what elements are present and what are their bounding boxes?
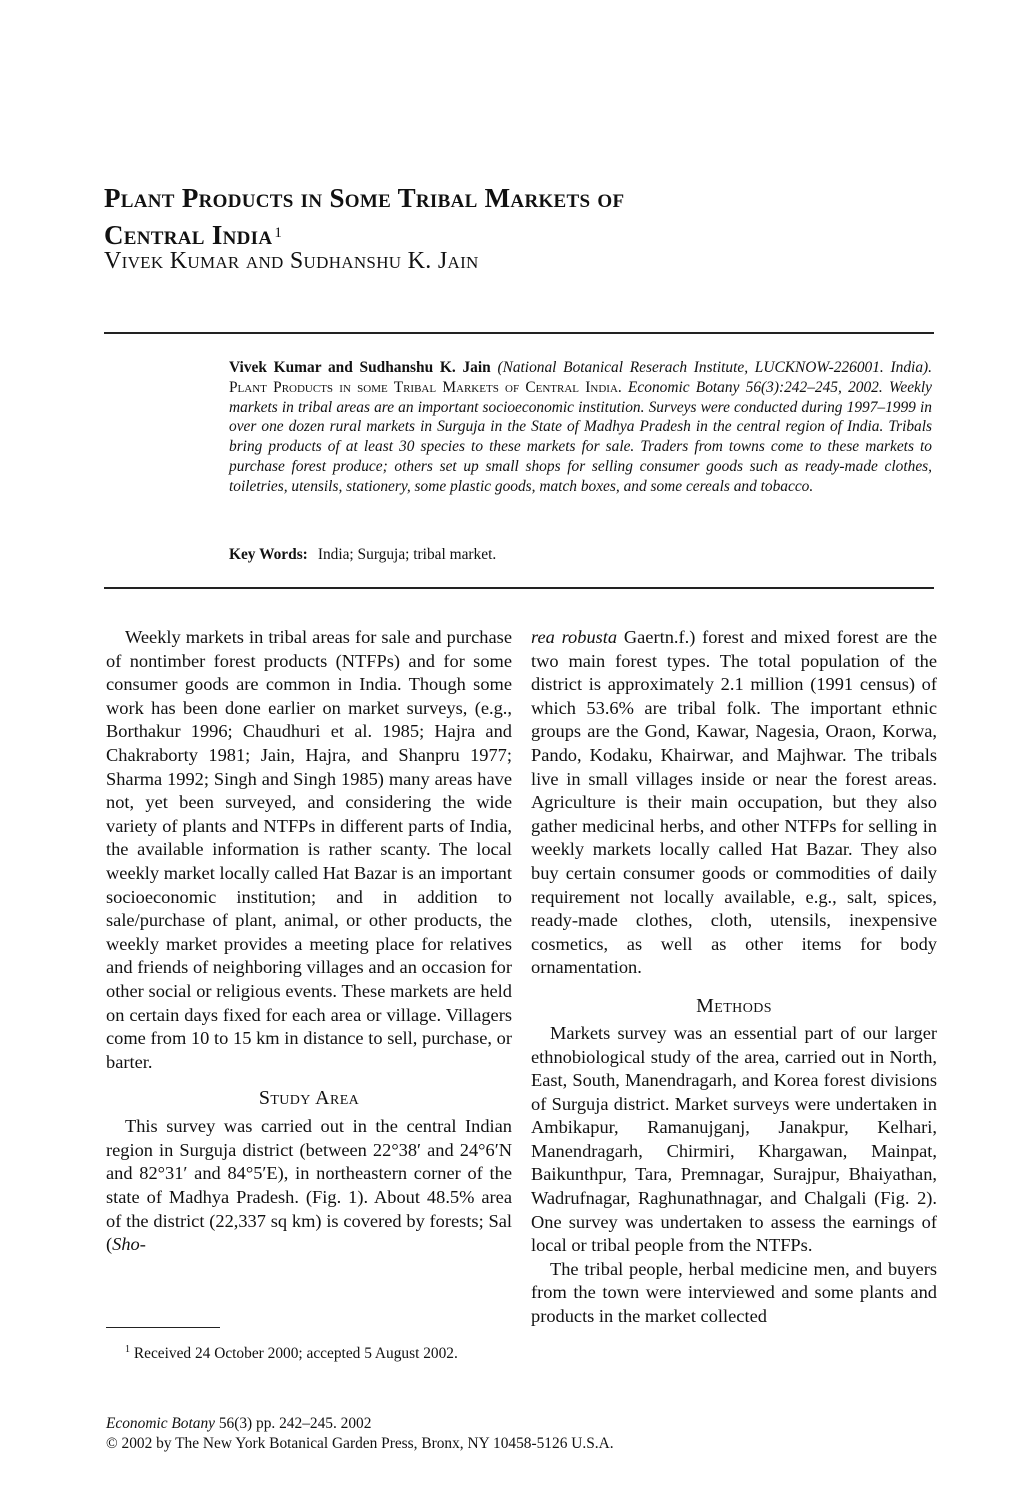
left-column (106, 626, 512, 1257)
methods-paragraph-1: Markets survey was an essential part of our larger ethnobiological study of the area, carried out in North, East, South, Manendragarh, and Korea forest divisions of Surguja district. Market surveys were undertaken in Ambikapur, Ramanujganj, Janakpur, Kelhari, Manendragarh, Chirmiri, Khargawan, Mainpat, Baikunthpur, Tara, Premnagar, Surajpur, Bhaiyathan, Wadrufnagar, Raghunathnagar, and Chalgali (Fig. 2). One survey was undertaken to assess the earnings of local or tribal people from the NTFPs. (531, 1022, 937, 1256)
title-footnote-mark: 1 (274, 225, 283, 241)
article-authors: Vivek Kumar and Sudhanshu K. Jain (104, 248, 479, 274)
methods-heading: Methods (696, 994, 772, 1017)
keywords (229, 546, 496, 564)
abstract-affiliation: (National Botanical Reserach Institute, LUCKNOW-226001. India). (497, 359, 932, 376)
study-area-paragraph-start: This survey was carried out in the central Indian region in Surguja district (between 22°38′ and 24°6′N and 82°31′ and 84°5′E), in northeastern corner of the state of Madhya Pradesh. (Fig. 1). About 48.5% area of the district (22,337 sq km) is covered by forests; Sal (Sho- (106, 1116, 512, 1255)
species-name-end: rea robusta (531, 627, 618, 647)
study-area-heading: Study Area (258, 1087, 360, 1110)
top-rule (104, 332, 934, 334)
abstract-citation: Economic Botany 56(3):242–245, 2002. (628, 378, 883, 396)
study-area-paragraph-cont: rea robusta Gaertn.f.) forest and mixed forest are the two main forest types. The total population of the district is approximately 2.1 million (1991 census) of which 53.6% are tribal folk. The important ethnic groups are the Gond, Kawar, Nagesia, Oraon, Korwa, Pando, Kodaku, Khairwar, and Majhwar. The tribals live in small villages inside or near the forest areas. Agriculture is their main occupation, but they also gather medicinal herbs, and other NTFPs for selling in weekly markets locally called Hat Bazar. They also buy certain consumer goods or commodities of daily requirement not locally available, e.g., salt, spices, ready-made clothes, cloth, utensils, inexpensive cosmetics, as well as other items for body ornamentation. (531, 627, 937, 978)
footnote (106, 1340, 512, 1364)
footnote-mark: 1 (125, 1344, 130, 1355)
journal-citation: 56(3) pp. 242–245. 2002 (214, 1415, 372, 1432)
title-line-2: Central India (104, 220, 273, 250)
methods-paragraph-2: The tribal people, herbal medicine men, and buyers from the town were interviewed and some plants and products in the market collected (531, 1258, 937, 1327)
title-line-1: Plant Products in Some Tribal Markets of (104, 183, 625, 213)
right-column (531, 626, 937, 1329)
footnote-text: Received 24 October 2000; accepted 5 August 2002. (133, 1345, 458, 1363)
keywords-label: Key Words: (229, 546, 308, 563)
abstract-authors: Vivek Kumar and Sudhanshu K. Jain (229, 359, 491, 376)
abstract (229, 358, 932, 497)
copyright: © 2002 by The New York Botanical Garden Press, Bronx, NY 10458-5126 U.S.A. (106, 1435, 614, 1452)
abstract-title: Plant Products in some Tribal Markets of Central India. (229, 378, 622, 396)
species-name-start: Sho- (112, 1234, 146, 1255)
bottom-rule (104, 587, 934, 589)
article-title (104, 180, 884, 254)
footnote-rule (106, 1327, 220, 1328)
journal-name: Economic Botany (106, 1415, 215, 1432)
abstract-body: Weekly markets in tribal areas are an important socioeconomic institution. Surveys were conducted during 1997–1999 in over one dozen rural markets in Surguja in the State of Madhya Pradesh in the central region of India. Tribals bring products of at least 30 species to these markets for sale. Traders from towns come to these markets to purchase forest produce; others set up small shops for selling consumer goods such as ready-made clothes, toiletries, utensils, stationery, some plastic goods, match boxes, and some cereals and tobacco. (229, 378, 932, 495)
keywords-list: India; Surguja; tribal market. (317, 546, 497, 563)
intro-paragraph: Weekly markets in tribal areas for sale and purchase of nontimber forest products (NTFPs) and for some consumer goods are common in India. Though some work has been done earlier on market surveys, (e.g., Borthakur 1996; Chaudhuri et al. 1985; Hajra and Chakraborty 1981; Jain, Hajra, and Shanpru 1977; Sharma 1992; Singh and Singh 1985) many areas have not, yet been surveyed, and considering the wide variety of plants and NTFPs in different parts of India, the available information is rather scanty. The local weekly market locally called Hat Bazar is an important socioeconomic institution; and in addition to sale/purchase of plant, animal, or other products, the weekly market provides a meeting place for relatives and friends of neighboring villages and an occasion for other social or religious events. These markets are held on certain days fixed for each area or village. Villagers come from 10 to 15 km in distance to sell, purchase, or barter. (106, 627, 512, 1072)
page-footer (106, 1414, 614, 1454)
